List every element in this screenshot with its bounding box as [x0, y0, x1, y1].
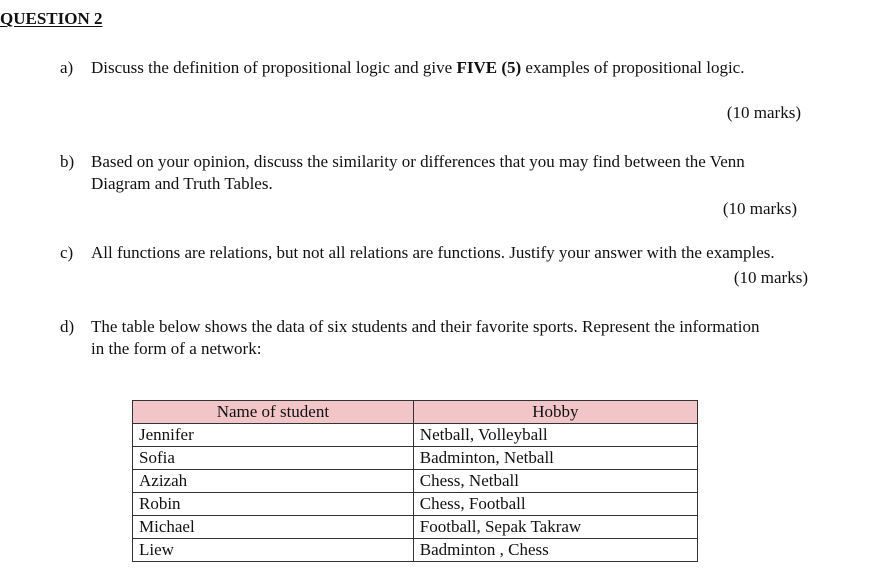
question-d-line2: in the form of a network:	[91, 339, 262, 358]
question-b-line2: Diagram and Truth Tables.	[91, 174, 273, 193]
student-hobby-table	[132, 400, 698, 562]
question-b-line1: Based on your opinion, discuss the similarity or differences that you may find between the Venn	[91, 152, 745, 171]
question-a-bold: FIVE (5)	[456, 58, 522, 77]
question-heading: QUESTION 2	[0, 9, 103, 28]
table-row	[133, 447, 698, 470]
student-name-cell: Michael	[133, 516, 414, 539]
hobby-cell: Badminton , Chess	[413, 539, 697, 562]
hobby-cell: Chess, Football	[413, 493, 697, 516]
table-row	[133, 539, 698, 562]
question-c-text: All functions are relations, but not all relations are functions. Justify your answer with the examples.	[91, 243, 775, 262]
hobby-cell: Netball, Volleyball	[413, 424, 697, 447]
question-a-label: a)	[60, 58, 74, 77]
question-d-line1: The table below shows the data of six students and their favorite sports. Represent the information	[91, 317, 760, 336]
table-row	[133, 493, 698, 516]
student-name-cell: Jennifer	[133, 424, 414, 447]
student-name-cell: Liew	[133, 539, 414, 562]
student-name-cell: Azizah	[133, 470, 414, 493]
hobby-cell: Chess, Netball	[413, 470, 697, 493]
question-a-marks: (10 marks)	[726, 103, 801, 122]
table-row	[133, 516, 698, 539]
question-c-label: c)	[60, 243, 74, 262]
hobby-cell: Badminton, Netball	[413, 447, 697, 470]
table-row	[133, 470, 698, 493]
column-header-hobby: Hobby	[413, 401, 697, 424]
question-a-text	[91, 58, 744, 78]
table-header-row	[133, 401, 698, 424]
student-name-cell: Sofia	[133, 447, 414, 470]
student-name-cell: Robin	[133, 493, 414, 516]
question-b-label: b)	[60, 152, 75, 171]
column-header-name: Name of student	[133, 401, 414, 424]
question-a-text-after: examples of propositional logic.	[521, 58, 745, 77]
question-b-marks: (10 marks)	[722, 199, 797, 218]
table-row	[133, 424, 698, 447]
question-a-text-before: Discuss the definition of propositional logic and give	[91, 58, 457, 77]
question-c-marks: (10 marks)	[733, 268, 808, 287]
hobby-cell: Football, Sepak Takraw	[413, 516, 697, 539]
question-d-label: d)	[60, 317, 75, 336]
